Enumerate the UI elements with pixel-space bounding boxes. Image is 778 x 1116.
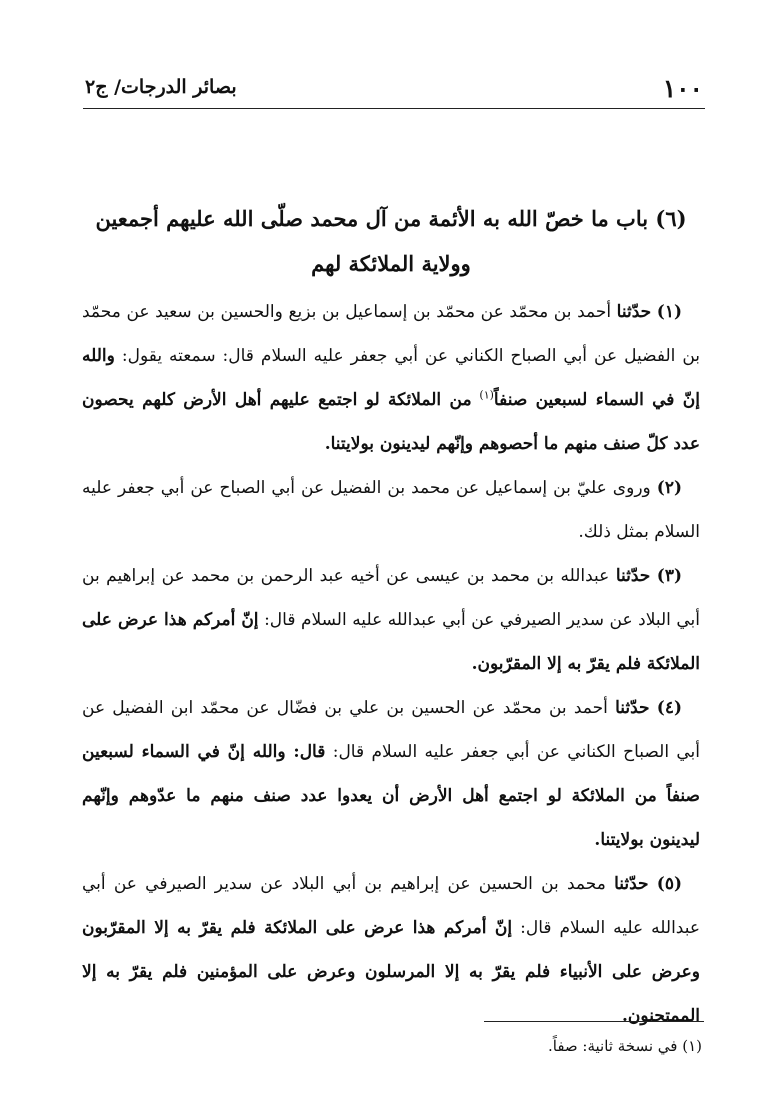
header-divider: [83, 108, 705, 109]
page-number: ١٠٠: [662, 74, 703, 103]
hadith-number: (١): [656, 302, 682, 322]
hadith-lead: حدّثنا: [614, 874, 649, 894]
hadith-paragraph: [82, 554, 700, 686]
running-title: بصائر الدرجات/ ج٢: [85, 76, 237, 98]
hadith-text: وروى عليّ بن إسماعيل عن محمد بن الفضيل عن أبي الصباح عن أبي جعفر عليه السلام بمثل ذلك.: [82, 478, 700, 542]
hadith-text: أحمد بن محمّد عن محمّد بن إسماعيل بن بزيع والحسين بن سعيد عن محمّد بن الفضيل عن أبي الصباح الكناني عن أبي جعفر عليه السلام قال: سمعته يقول:: [82, 302, 701, 366]
hadith-number: (٤): [656, 698, 682, 718]
footnote-divider: [484, 1021, 704, 1022]
hadith-lead: حدّثنا: [616, 302, 652, 322]
hadith-text: عبدالله بن محمد بن عيسى عن أخيه عبد الرحمن بن محمد عن إبراهيم بن أبي البلاد عن سدير الصيرفي عن أبي عبدالله عليه السلام قال:: [82, 566, 700, 630]
hadith-bold-text: إنّ أمركم هذا عرض على الملائكة فلم يقرّ به إلا المقرّبون وعرض على الأنبياء فلم يقرّ به إلا المرسلون وعرض على المؤمنين فلم يقرّ به إلا الممتحنون.: [82, 918, 700, 1026]
hadith-lead: حدّثنا: [615, 566, 651, 586]
chapter-heading: (٦) باب ما خصّ الله به الأئمة من آل محمد صلّى الله عليهم أجمعين وولاية الملائكة لهم: [95, 206, 687, 276]
hadith-lead: حدّثنا: [615, 698, 650, 718]
hadith-bold-text: قال: والله إنّ في السماء لسبعين صنفاً من الملائكة لو اجتمع أهل الأرض أن يعدوا عدد صنف منهم ما عدّوهم وإنّهم ليدينون بولايتنا.: [82, 742, 700, 850]
hadith-number: (٣): [656, 566, 683, 586]
footnote: (١) في نسخة ثانية: صفاً.: [547, 1037, 702, 1055]
page-body: [82, 196, 700, 1038]
hadith-bold-text: من الملائكة لو اجتمع عليهم أهل الأرض كلهم يحصون عدد كلّ صنف منهم ما أحصوهم وإنّهم ليدينون بولايتنا.: [82, 390, 700, 454]
hadith-paragraph: [82, 466, 700, 554]
hadith-bold-text: إنّ أمركم هذا عرض على الملائكة فلم يقرّ به إلا المقرّبون.: [82, 610, 700, 674]
hadith-paragraph: [82, 290, 700, 466]
page-header: [85, 72, 703, 108]
hadith-paragraph: [82, 686, 700, 862]
hadith-number: (٥): [656, 874, 682, 894]
footnote-reference[interactable]: (١): [479, 388, 494, 402]
hadith-text: أحمد بن محمّد عن الحسين بن علي بن فضّال عن محمّد ابن الفضيل عن أبي الصباح الكناني عن أبي جعفر عليه السلام قال:: [82, 698, 701, 762]
hadith-paragraph: [82, 862, 700, 1038]
hadith-text: محمد بن الحسين عن إبراهيم بن أبي البلاد عن سدير الصيرفي عن أبي عبدالله عليه السلام قال:: [82, 874, 700, 938]
hadith-number: (٢): [656, 478, 682, 498]
hadith-bold-text: والله إنّ في السماء لسبعين صنفاً: [82, 346, 700, 410]
